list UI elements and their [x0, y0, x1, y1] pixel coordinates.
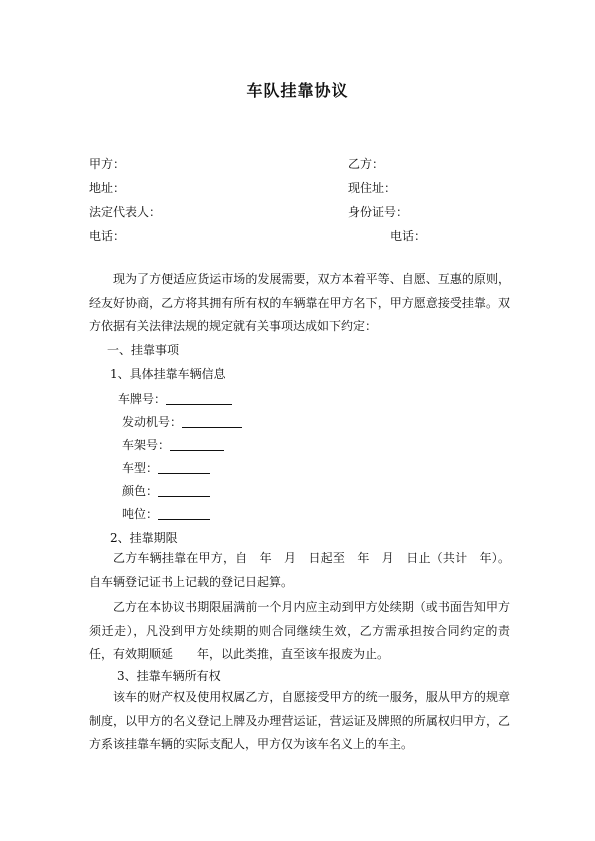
- document-title: 车队挂靠协议: [246, 81, 349, 100]
- party-b-phone-label: 电话：: [390, 229, 427, 243]
- party-a-legal-rep-label: 法定代表人：: [89, 205, 162, 219]
- model-blank: [158, 461, 210, 474]
- party-a-address-label: 地址：: [89, 181, 126, 195]
- model-field: [122, 459, 210, 476]
- plate-field: [118, 390, 232, 407]
- plate-blank: [166, 392, 232, 405]
- model-label: 车型：: [122, 461, 159, 475]
- tonnage-label: 吨位：: [122, 507, 159, 521]
- term-paragraph-2: 乙方在本协议书期限届满前一个月内应主动到甲方处续期（或书面告知甲方须迁走），凡没到甲方处续期的则合同继续生效，乙方需承担按合同约定的责任，有效期顺延 年，以此类推，直至该车报废为止。: [89, 600, 510, 661]
- section1-heading: 一、挂靠事项: [107, 343, 180, 357]
- tonnage-blank: [158, 507, 210, 520]
- party-a-label: 甲方：: [89, 157, 126, 171]
- color-label: 颜色：: [122, 484, 159, 498]
- party-b-label: 乙方：: [348, 157, 385, 171]
- section1-sub1: 1、具体挂靠车辆信息: [110, 367, 226, 381]
- party-b-id-label: 身份证号：: [348, 205, 409, 219]
- party-b-address-label: 现住址：: [348, 181, 397, 195]
- party-a-phone-label: 电话：: [89, 229, 126, 243]
- engine-label: 发动机号：: [122, 415, 183, 429]
- intro-paragraph: 现为了方便适应货运市场的发展需要，双方本着平等、自愿、互惠的原则，经友好协商，乙方将其拥有所有权的车辆靠在甲方名下，甲方愿意接受挂靠。双方依据有关法律法规的规定就有关事项达成如下约定：: [89, 272, 510, 333]
- section1-sub3: 3、挂靠车辆所有权: [117, 669, 221, 683]
- plate-label: 车牌号：: [118, 392, 167, 406]
- term-paragraph-1: 乙方车辆挂靠在甲方，自 年 月 日起至 年 月 日止（共计 年）。自车辆登记证书上记载的登记日起算。: [89, 551, 510, 589]
- color-field: [122, 482, 210, 499]
- frame-blank: [170, 438, 224, 451]
- tonnage-field: [122, 505, 210, 522]
- engine-field: [122, 413, 242, 430]
- frame-label: 车架号：: [122, 438, 171, 452]
- color-blank: [158, 484, 210, 497]
- frame-field: [122, 436, 224, 453]
- ownership-paragraph: 该车的财产权及使用权属乙方，自愿接受甲方的统一服务，服从甲方的规章制度，以甲方的名义登记上牌及办理营运证，营运证及牌照的所属权归甲方，乙方系该挂靠车辆的实际支配人，甲方仅为该车名义上的车主。: [89, 690, 510, 751]
- engine-blank: [182, 415, 242, 428]
- section1-sub2: 2、挂靠期限: [110, 531, 178, 545]
